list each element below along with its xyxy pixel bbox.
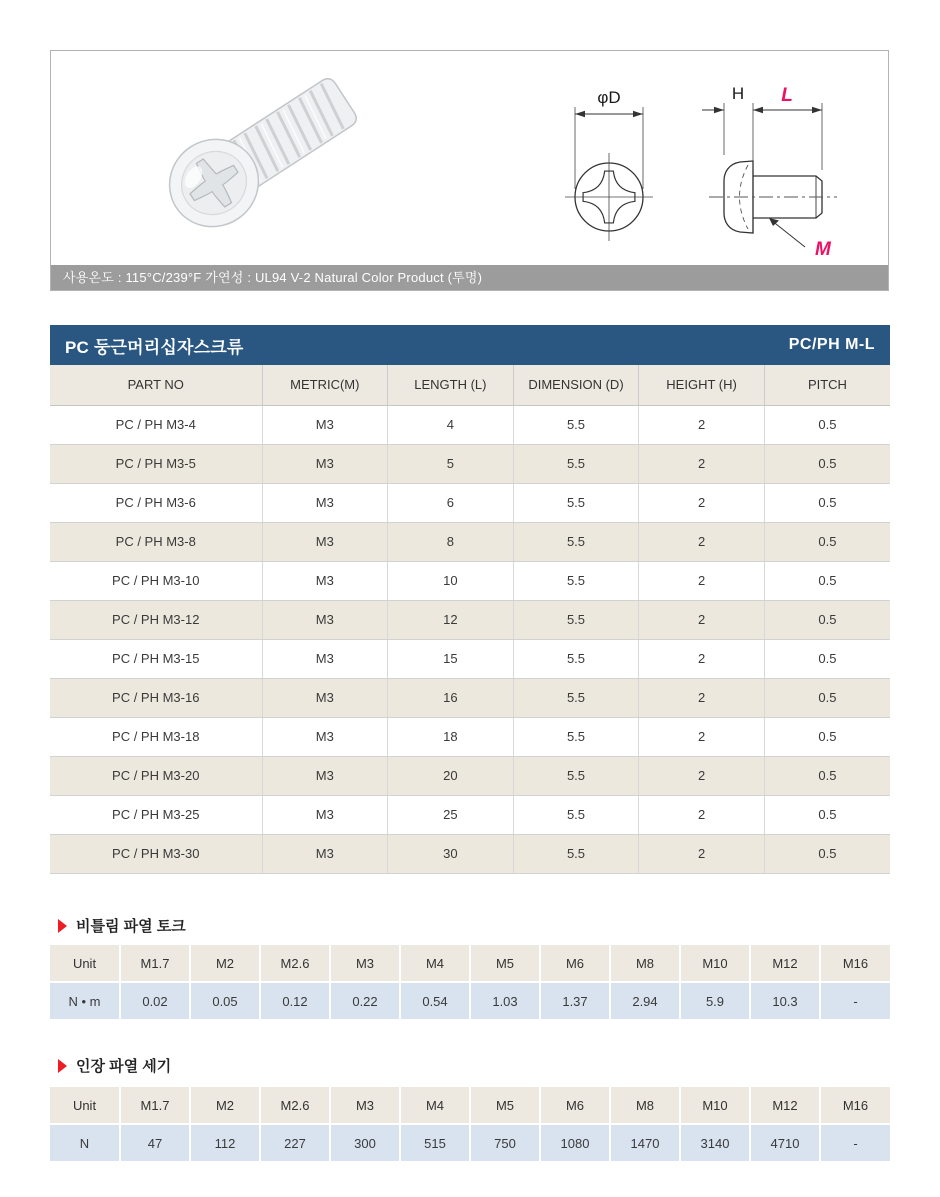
column-header: M1.7 [120, 945, 190, 982]
table-cell: M3 [262, 639, 388, 678]
column-header: M1.7 [120, 1087, 190, 1124]
spec-table [50, 365, 890, 874]
table-cell: 2 [639, 444, 765, 483]
table-cell: 25 [388, 795, 514, 834]
table-cell: 0.5 [764, 600, 890, 639]
product-code: PC/PH M-L [788, 336, 875, 353]
column-header: M3 [330, 1087, 400, 1124]
column-header: M4 [400, 945, 470, 982]
column-header: M16 [820, 945, 890, 982]
table-cell: 0.5 [764, 717, 890, 756]
table-cell: 0.5 [764, 522, 890, 561]
table-cell: 0.5 [764, 405, 890, 444]
table-cell: 5.5 [513, 639, 639, 678]
table-cell: 2.94 [610, 982, 680, 1019]
table-cell: 1.37 [540, 982, 610, 1019]
column-header: M5 [470, 1087, 540, 1124]
table-cell: 5.5 [513, 795, 639, 834]
table-cell: PC / PH M3-5 [50, 444, 262, 483]
table-cell: 5 [388, 444, 514, 483]
column-header: M2.6 [260, 1087, 330, 1124]
table-cell: 750 [470, 1124, 540, 1161]
column-header: M4 [400, 1087, 470, 1124]
table-row [50, 678, 890, 717]
table-cell: 112 [190, 1124, 260, 1161]
table-cell: 2 [639, 561, 765, 600]
table-cell: 0.5 [764, 834, 890, 873]
column-header: PART NO [50, 365, 262, 405]
table-cell: 5.5 [513, 405, 639, 444]
table-cell: 0.5 [764, 483, 890, 522]
table-row [50, 982, 890, 1019]
table-cell: 0.54 [400, 982, 470, 1019]
table-row [50, 522, 890, 561]
header-row [50, 945, 890, 982]
table-cell: M3 [262, 795, 388, 834]
table-cell: PC / PH M3-8 [50, 522, 262, 561]
column-header: DIMENSION (D) [513, 365, 639, 405]
header-row [50, 365, 890, 405]
table-cell: 0.5 [764, 756, 890, 795]
table-cell: 5.5 [513, 834, 639, 873]
table-cell: PC / PH M3-10 [50, 561, 262, 600]
table-row [50, 561, 890, 600]
length-label: L [781, 85, 793, 106]
table-cell: 2 [639, 795, 765, 834]
header-row [50, 1087, 890, 1124]
table-cell: 4710 [750, 1124, 820, 1161]
table-cell: 10.3 [750, 982, 820, 1019]
table-cell: 2 [639, 756, 765, 795]
table-row [50, 717, 890, 756]
column-header: M2 [190, 945, 260, 982]
table-cell: M3 [262, 834, 388, 873]
column-header: LENGTH (L) [388, 365, 514, 405]
table-cell: 2 [639, 834, 765, 873]
table-cell: 30 [388, 834, 514, 873]
table-cell: M3 [262, 756, 388, 795]
table-cell: 47 [120, 1124, 190, 1161]
table-cell: 5.5 [513, 717, 639, 756]
table-cell: PC / PH M3-15 [50, 639, 262, 678]
table-cell: 4 [388, 405, 514, 444]
table-row [50, 756, 890, 795]
table-cell: 16 [388, 678, 514, 717]
column-header: M3 [330, 945, 400, 982]
table-cell: M3 [262, 483, 388, 522]
table-cell: 0.05 [190, 982, 260, 1019]
column-header: M2 [190, 1087, 260, 1124]
diameter-label: φD [597, 88, 621, 107]
table-cell: 2 [639, 600, 765, 639]
column-header: Unit [50, 945, 120, 982]
table-row [50, 405, 890, 444]
table-cell: 20 [388, 756, 514, 795]
table-cell: 2 [639, 717, 765, 756]
table-cell: PC / PH M3-30 [50, 834, 262, 873]
table-cell: M3 [262, 561, 388, 600]
table-row [50, 639, 890, 678]
table-cell: 0.5 [764, 561, 890, 600]
table-cell: 0.22 [330, 982, 400, 1019]
table-cell: M3 [262, 600, 388, 639]
table-row [50, 600, 890, 639]
table-cell: PC / PH M3-20 [50, 756, 262, 795]
table-cell: 15 [388, 639, 514, 678]
table-cell: 2 [639, 522, 765, 561]
table-cell: 6 [388, 483, 514, 522]
table-cell: M3 [262, 717, 388, 756]
table-cell: M3 [262, 405, 388, 444]
table-cell: M3 [262, 678, 388, 717]
table-cell: M3 [262, 522, 388, 561]
product-title-bar [50, 325, 890, 365]
table-cell: N • m [50, 982, 120, 1019]
tensile-section-label: 인장 파열 세기 [76, 1058, 172, 1075]
column-header: M12 [750, 945, 820, 982]
column-header: METRIC(M) [262, 365, 388, 405]
column-header: Unit [50, 1087, 120, 1124]
table-cell: 5.5 [513, 678, 639, 717]
table-cell: PC / PH M3-6 [50, 483, 262, 522]
table-cell: 1080 [540, 1124, 610, 1161]
table-row [50, 1124, 890, 1161]
table-cell: 8 [388, 522, 514, 561]
table-cell: 5.5 [513, 561, 639, 600]
spec-caption: 사용온도 : 115°C/239°F 가연성 : UL94 V-2 Natural Color Product (투명) [51, 265, 888, 290]
torque-section-label: 비틀림 파열 토크 [76, 918, 186, 935]
metric-label: M [815, 239, 831, 260]
table-cell: 1.03 [470, 982, 540, 1019]
tensile-table [50, 1087, 890, 1161]
torque-section-title [58, 915, 186, 936]
table-row [50, 483, 890, 522]
column-header: PITCH [764, 365, 890, 405]
table-cell: - [820, 1124, 890, 1161]
table-row [50, 444, 890, 483]
column-header: M5 [470, 945, 540, 982]
dimension-diagram [519, 77, 879, 263]
table-cell: 2 [639, 483, 765, 522]
table-cell: PC / PH M3-18 [50, 717, 262, 756]
table-cell: PC / PH M3-16 [50, 678, 262, 717]
column-header: M10 [680, 1087, 750, 1124]
table-cell: 5.5 [513, 483, 639, 522]
table-cell: 2 [639, 678, 765, 717]
section-marker-icon [58, 1059, 67, 1073]
table-cell: N [50, 1124, 120, 1161]
table-cell: 2 [639, 639, 765, 678]
table-cell: 1470 [610, 1124, 680, 1161]
table-cell: 300 [330, 1124, 400, 1161]
table-row [50, 834, 890, 873]
table-row [50, 795, 890, 834]
table-cell: PC / PH M3-12 [50, 600, 262, 639]
product-figure-box [50, 50, 889, 291]
table-cell: 0.5 [764, 639, 890, 678]
tensile-section-title [58, 1055, 171, 1076]
product-photo [106, 71, 436, 246]
column-header: M16 [820, 1087, 890, 1124]
column-header: M6 [540, 1087, 610, 1124]
table-cell: 5.9 [680, 982, 750, 1019]
column-header: M8 [610, 1087, 680, 1124]
product-photo-area [51, 51, 888, 265]
table-cell: 5.5 [513, 756, 639, 795]
head-height-label: H [731, 84, 745, 103]
table-cell: 227 [260, 1124, 330, 1161]
table-cell: 2 [639, 405, 765, 444]
column-header: M12 [750, 1087, 820, 1124]
table-cell: 3140 [680, 1124, 750, 1161]
table-cell: PC / PH M3-4 [50, 405, 262, 444]
column-header: M6 [540, 945, 610, 982]
torque-table [50, 945, 890, 1019]
column-header: M2.6 [260, 945, 330, 982]
table-cell: 515 [400, 1124, 470, 1161]
page-title: PC 둥근머리십자스크류 [65, 337, 244, 357]
column-header: M10 [680, 945, 750, 982]
table-cell: PC / PH M3-25 [50, 795, 262, 834]
column-header: M8 [610, 945, 680, 982]
table-cell: 18 [388, 717, 514, 756]
table-cell: 0.5 [764, 795, 890, 834]
table-cell: 5.5 [513, 444, 639, 483]
table-cell: 12 [388, 600, 514, 639]
section-marker-icon [58, 919, 67, 933]
table-cell: 5.5 [513, 600, 639, 639]
table-cell: 10 [388, 561, 514, 600]
table-cell: 0.02 [120, 982, 190, 1019]
table-cell: 0.12 [260, 982, 330, 1019]
table-cell: M3 [262, 444, 388, 483]
table-cell: - [820, 982, 890, 1019]
table-cell: 0.5 [764, 444, 890, 483]
column-header: HEIGHT (H) [639, 365, 765, 405]
table-cell: 5.5 [513, 522, 639, 561]
table-cell: 0.5 [764, 678, 890, 717]
